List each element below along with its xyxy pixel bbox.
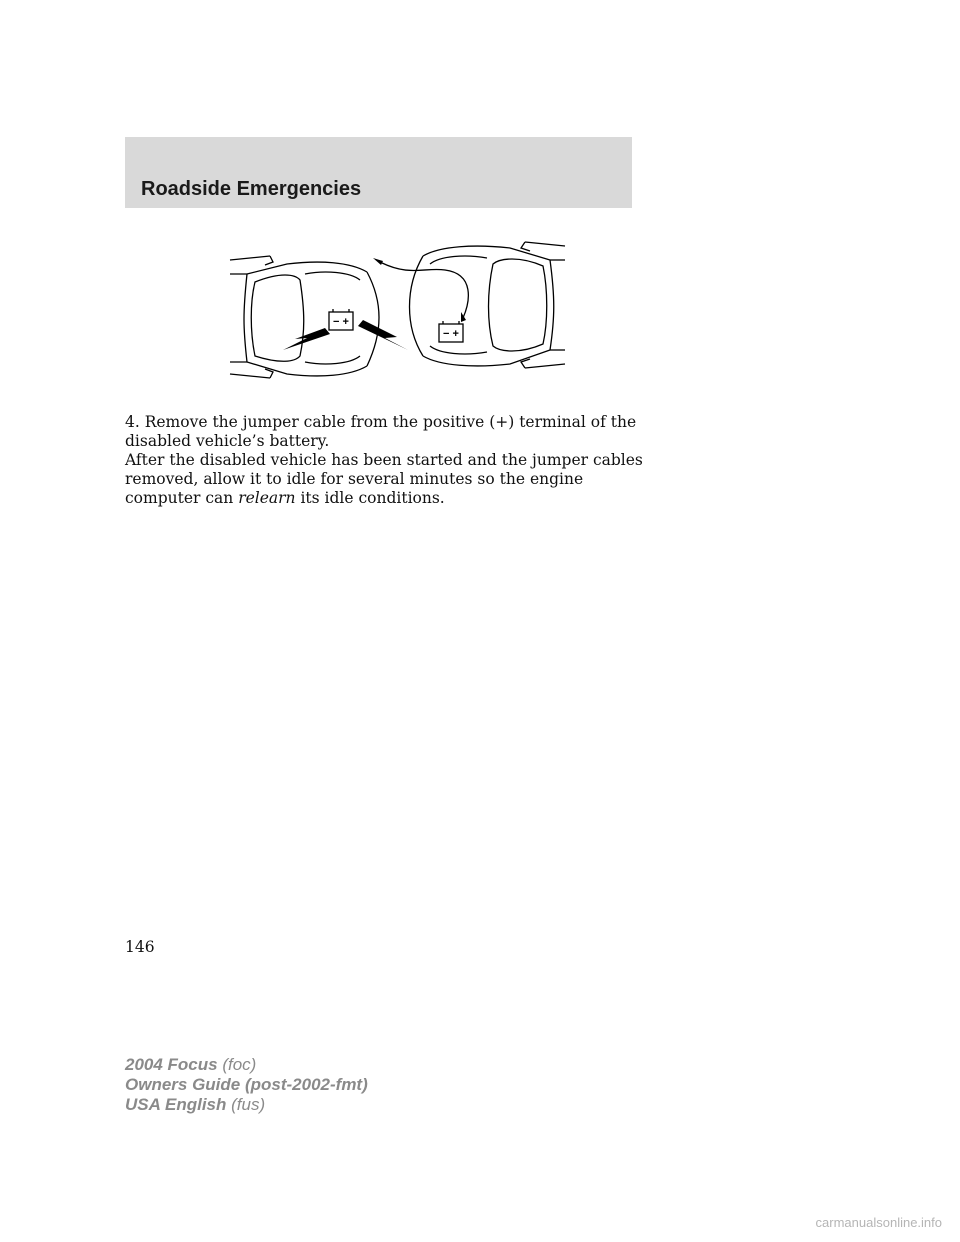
jump-start-diagram-icon: [225, 232, 570, 395]
footer-model-code: (foc): [217, 1055, 257, 1074]
footer-line-2: Owners Guide (post-2002-fmt): [125, 1075, 368, 1094]
footer-line-1: [125, 1055, 368, 1075]
footer-language-code: (fus): [226, 1095, 266, 1114]
page-number: 146: [125, 938, 155, 956]
paragraph-text-start: After the disabled vehicle has been started and the jumper cables removed, allow it to idle for several minutes so the engine computer can: [125, 451, 643, 507]
paragraph-text-end: its idle conditions.: [295, 489, 445, 507]
section-title: Roadside Emergencies: [141, 178, 362, 200]
section-header: [125, 137, 632, 208]
footer-language: USA English: [125, 1095, 227, 1114]
watermark: carmanualsonline.info: [815, 1215, 942, 1230]
left-battery-label: − +: [333, 316, 349, 328]
emphasis-relearn: relearn: [238, 489, 296, 507]
document-footer: [125, 1055, 368, 1115]
footer-line-3: [125, 1095, 368, 1115]
right-battery-label: − +: [443, 328, 459, 340]
footer-model: 2004 Focus: [125, 1055, 218, 1074]
instruction-step-4: 4. Remove the jumper cable from the positive (+) terminal of the disabled vehicle’s battery.: [125, 413, 637, 450]
instruction-paragraph: [125, 451, 645, 508]
